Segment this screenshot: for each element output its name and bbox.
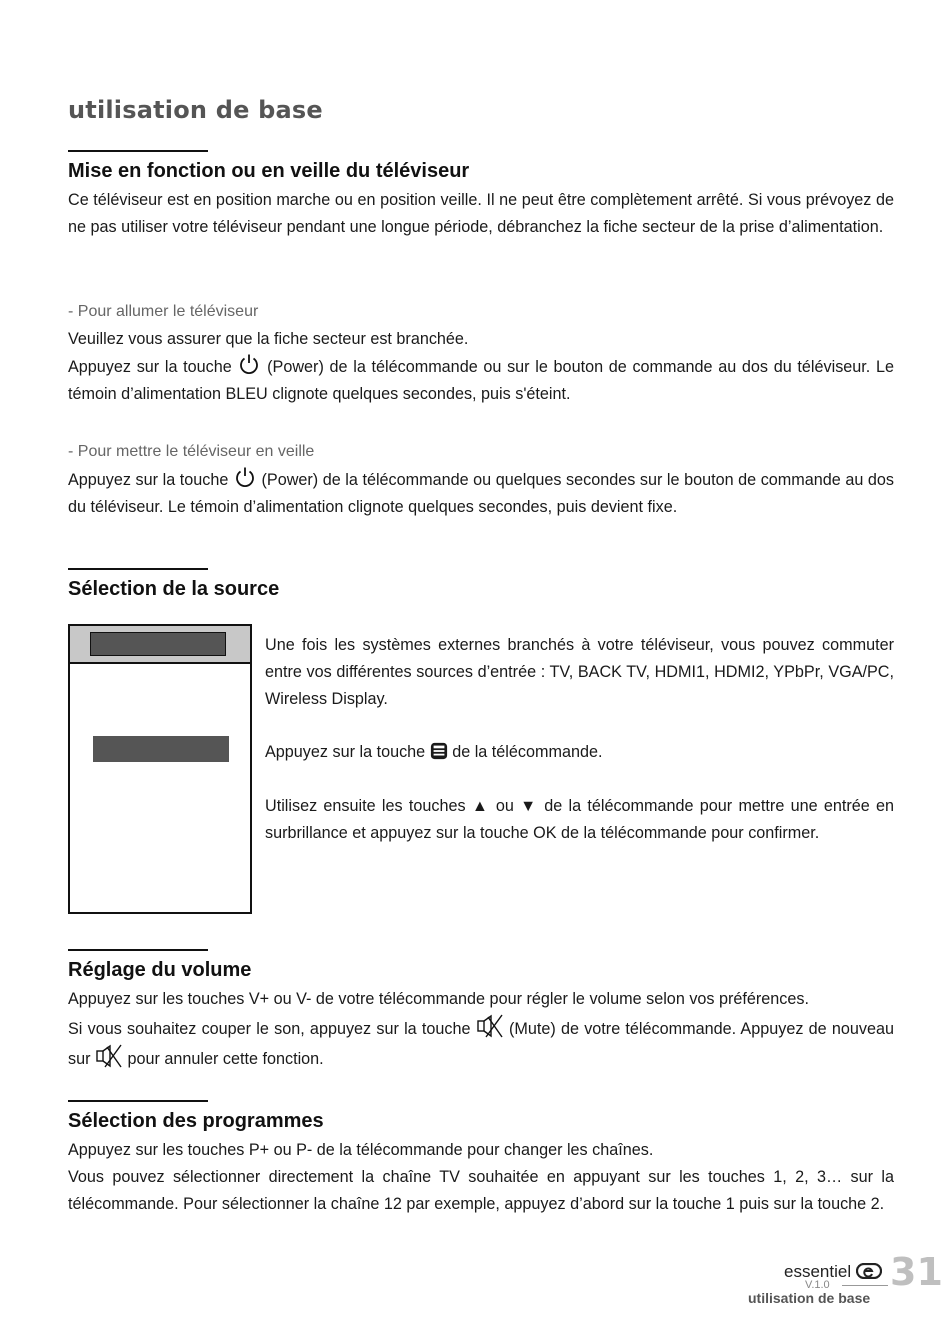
volume-line2c: pour annuler cette fonction.: [127, 1050, 324, 1068]
volume-line2b: (Mute) de votre télécommande. Appuyez de nouveau sur: [68, 1020, 894, 1068]
source-menu-illustration: [68, 624, 252, 914]
source-key-icon: [430, 742, 448, 760]
source-p3-ou: ou: [495, 797, 514, 815]
volume-line2a: Si vous souhaitez couper le son, appuyez sur la touche: [68, 1020, 471, 1038]
subheading-turn-on: - Pour allumer le téléviseur: [68, 303, 259, 320]
turn-on-text: [68, 326, 894, 408]
section-rule: [68, 150, 208, 152]
programs-line2: Vous pouvez sélectionner directement la chaîne TV souhaitée en appuyant sur les touches 1, 2, 3… sur la télécommande. Pour sélectionner la chaîne 12 par exemple, appuyez d’abord sur la touche 1 puis sur la touche 2.: [68, 1168, 894, 1213]
arrow-down-icon: ▼: [520, 797, 538, 815]
source-p3b: de la télécommande pour mettre une entrée en surbrillance et appuyez sur la touche OK de la télécommande pour confirmer.: [265, 797, 895, 842]
source-p2a: Appuyez sur la touche: [265, 743, 426, 761]
footer-caption: utilisation de base: [748, 1290, 871, 1306]
volume-text: [68, 986, 894, 1073]
mute-icon: [95, 1043, 123, 1069]
section-rule: [68, 568, 208, 570]
turn-on-line2b: (Power) de la télécommande ou sur le bouton de commande au dos du téléviseur. Le témoin d’alimentation BLEU clignote quelques secondes, puis s'éteint.: [68, 358, 895, 403]
programs-text: [68, 1137, 894, 1218]
source-menu-header: [70, 626, 250, 664]
source-menu-highlight: [93, 736, 229, 762]
turn-on-line2a: Appuyez sur la touche: [68, 358, 232, 376]
turn-on-line1: Veuillez vous assurer que la fiche secteur est branchée.: [68, 330, 469, 348]
power-intro: Ce téléviseur est en position marche ou en position veille. Il ne peut être complètement arrêté. Si vous prévoyez de ne pas utiliser votre téléviseur pendant une longue période, débranchez la fiche secteur de la prise d’alimentation.: [68, 191, 894, 236]
section-heading-programs: Sélection des programmes: [68, 1110, 324, 1132]
page-title: utilisation de base: [68, 96, 323, 124]
volume-line1: Appuyez sur les touches V+ ou V- de votre télécommande pour régler le volume selon vos préférences.: [68, 990, 809, 1008]
source-p3a: Utilisez ensuite les touches: [265, 797, 466, 815]
section-rule: [68, 1100, 208, 1102]
section-rule: [68, 949, 208, 951]
programs-line1: Appuyez sur les touches P+ ou P- de la télécommande pour changer les chaînes.: [68, 1141, 654, 1159]
power-icon: [233, 466, 257, 490]
page-number: 31: [890, 1250, 943, 1294]
brand-logo: [784, 1262, 882, 1282]
power-icon: [237, 353, 261, 377]
brand-name: essentiel: [784, 1262, 852, 1281]
source-p2b: de la télécommande.: [452, 743, 603, 761]
subheading-standby: - Pour mettre le téléviseur en veille: [68, 443, 315, 460]
footer-divider: [842, 1285, 888, 1286]
source-menu-title-bar: [90, 632, 226, 656]
source-p1: Une fois les systèmes externes branchés à votre téléviseur, vous pouvez commuter entre vos différentes sources d’entrée : TV, BACK TV, HDMI1, HDMI2, YPbPr, VGA/PC, Wireless Display.: [265, 636, 894, 708]
standby-text: [68, 466, 894, 521]
arrow-up-icon: ▲: [471, 797, 490, 815]
source-p3: [265, 793, 894, 847]
version-label: V.1.0: [805, 1279, 830, 1291]
section-heading-power: Mise en fonction ou en veille du téléviseur: [68, 160, 470, 182]
source-p2: [265, 739, 894, 766]
standby-a: Appuyez sur la touche: [68, 471, 229, 489]
section-heading-source: Sélection de la source: [68, 578, 280, 600]
brand-logo-icon: [856, 1263, 882, 1279]
standby-b: (Power) de la télécommande ou quelques secondes sur le bouton de commande au dos du téléviseur. Le témoin d’alimentation clignote quelques secondes, puis devient fixe.: [68, 471, 895, 516]
section-heading-volume: Réglage du volume: [68, 959, 252, 981]
mute-icon: [476, 1013, 504, 1039]
